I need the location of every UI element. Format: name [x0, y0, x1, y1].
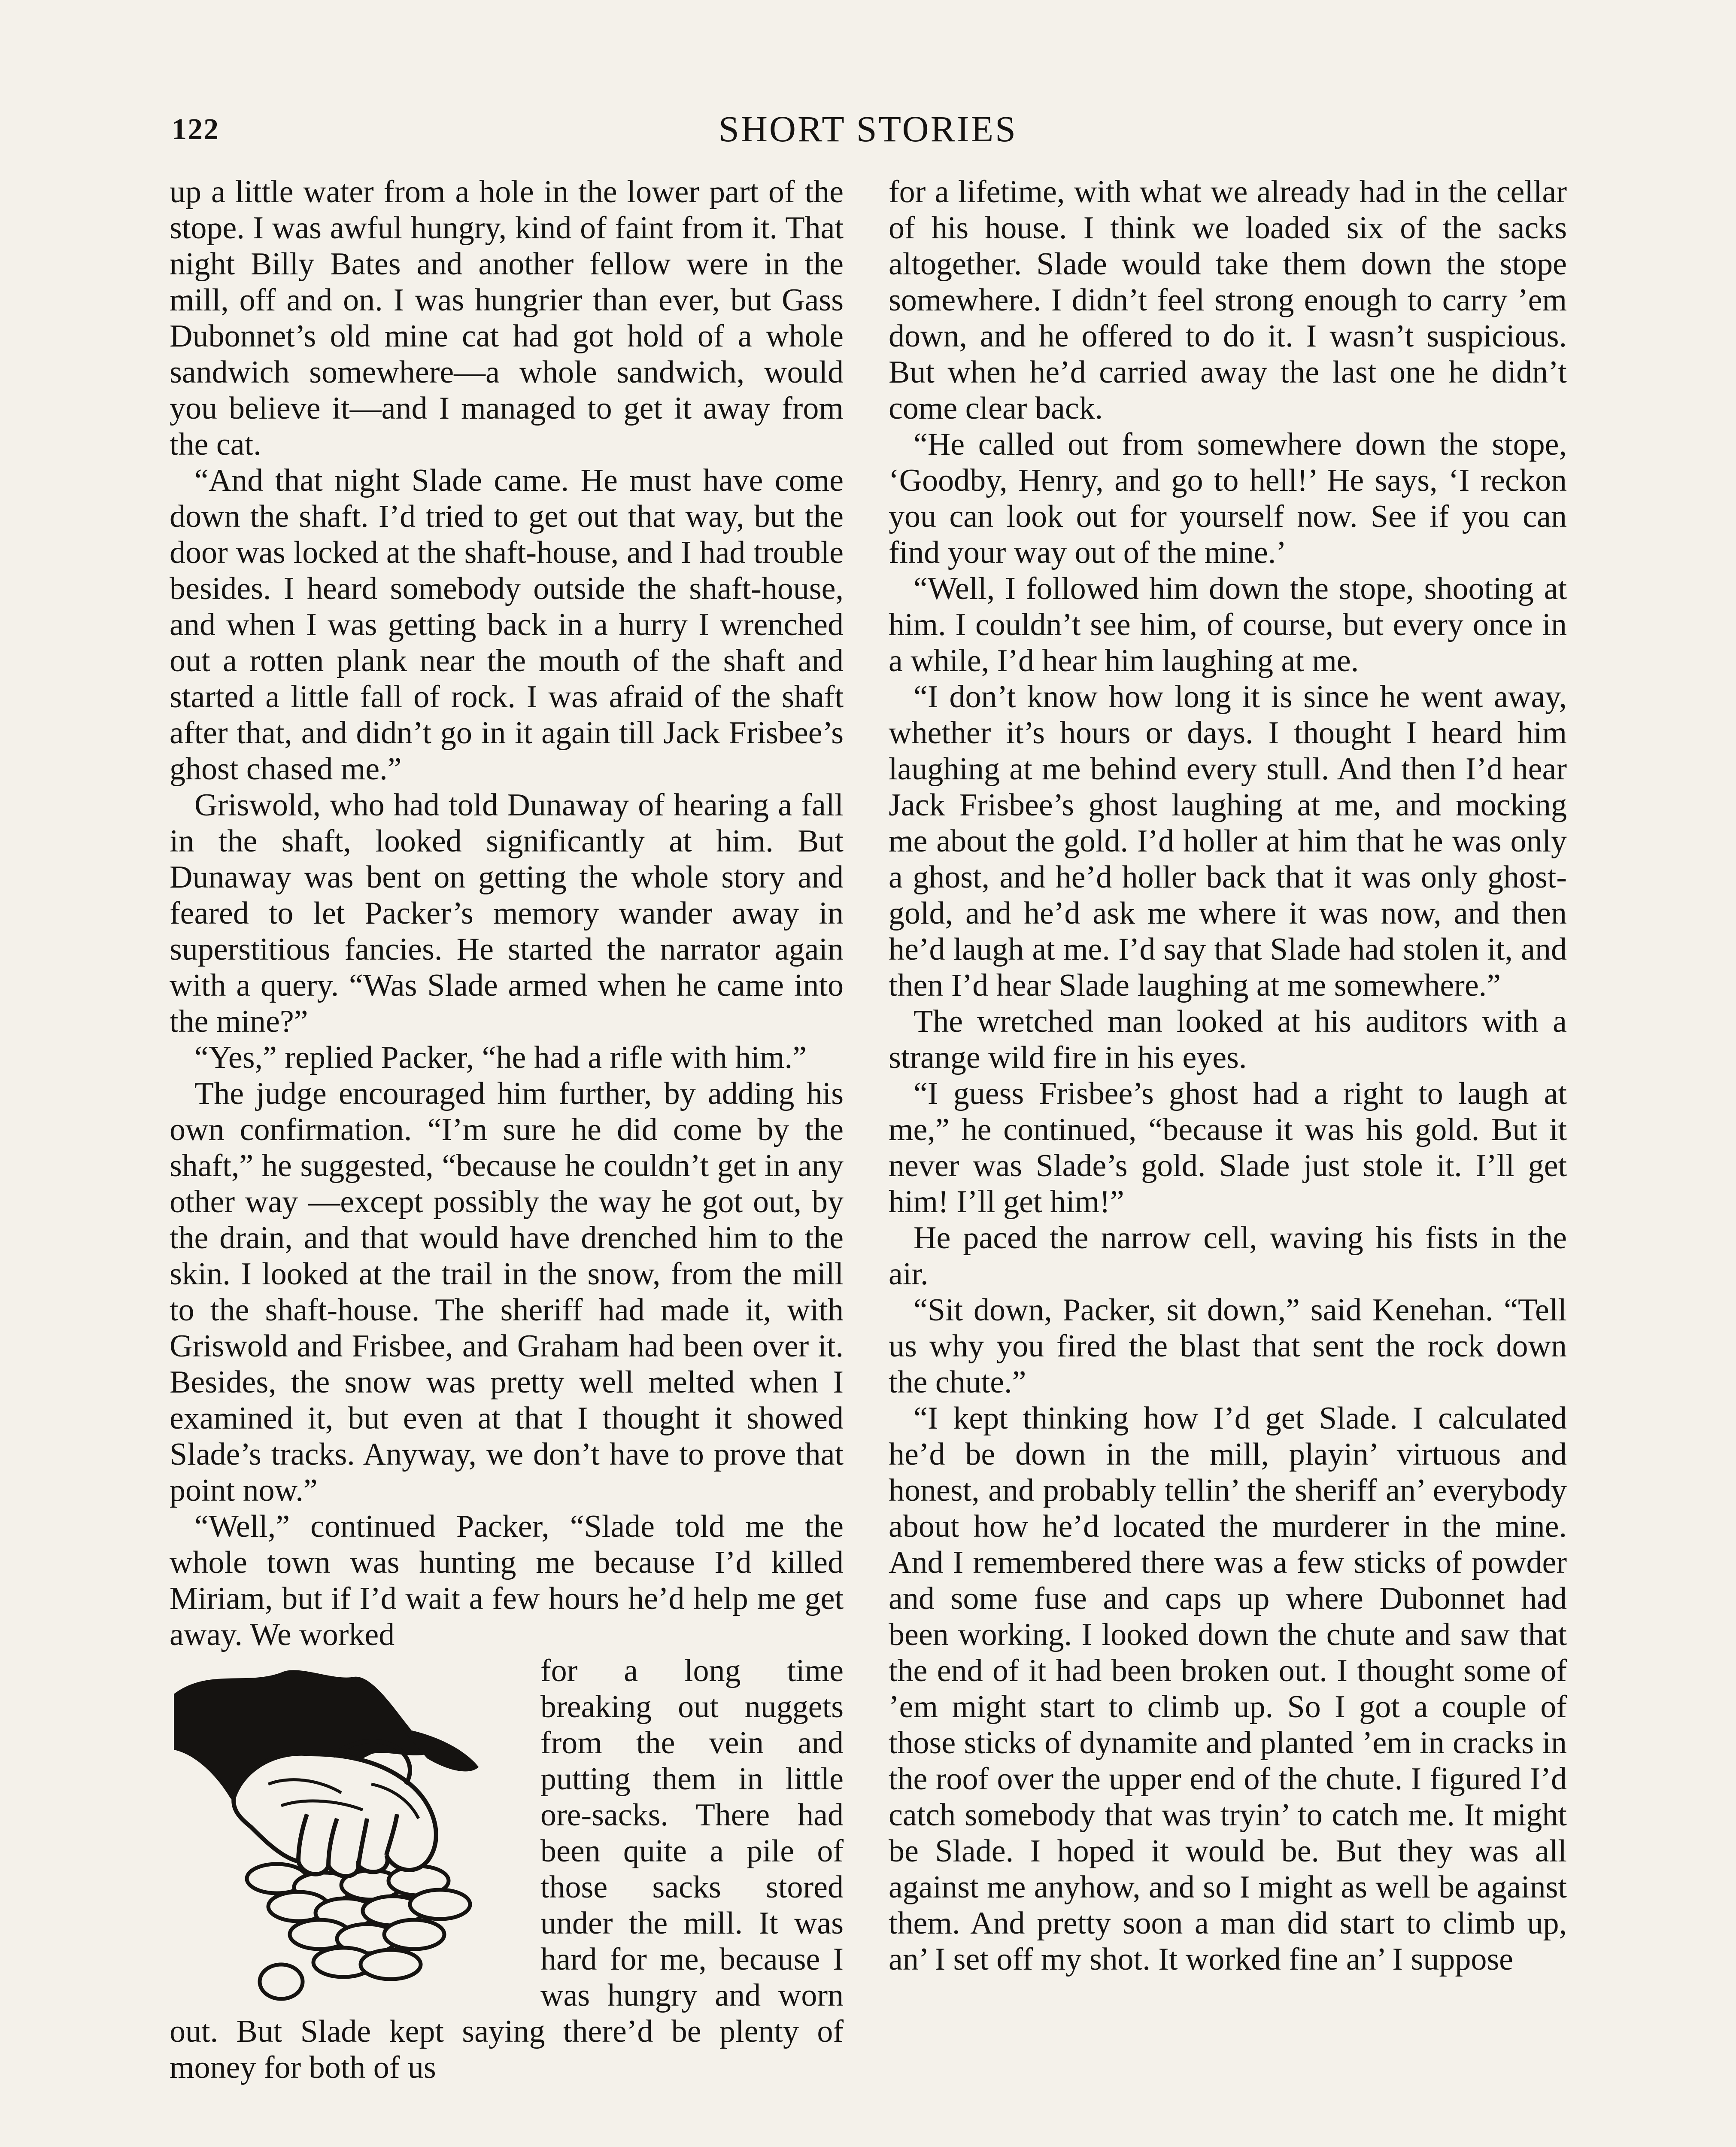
paragraph: “I kept thinking how I’d get Slade. I calculated he’d be down in the mill, playin’ virtuous and honest, and probably tellin’ the sheriff an’ everybody about how he’d located the murderer in the mine. And I remembered there was a few sticks of powder and some fuse and caps up where Dubonnet had been working. I looked down the chute and saw that the end of it had been broken out. I thought some of ’em might start to climb up. So I got a couple of those sticks of dynamite and planted ’em in cracks in the roof over the upper end of the chute. I figured I’d catch somebody that was tryin’ to catch me. It might be Slade. I hoped it would be. But they was all against me anyhow, and so I might as well be against them. And pretty soon a man did start to climb up, an’ I set off my shot. It worked fine an’ I suppose [889, 1401, 1567, 1977]
paragraph: “Yes,” replied Packer, “he had a rifle with him.” [194, 1040, 807, 1075]
paragraph: for a long time breaking out nuggets from the vein and putting them in little ore-sacks. There had been quite a pile of those sacks stored under the mill. It was hard for me, because I was hungry and worn out. But Slade kept saying there’d be plenty of money for both of us [170, 1653, 844, 2085]
running-title: SHORT STORIES [719, 108, 1017, 149]
left-column [170, 174, 844, 2147]
paragraph: for a lifetime, with what we already had in the cellar of his house. I think we loaded six of the sacks altogether. Slade would take them down the stope somewhere. I didn’t feel strong enough to carry ’em down, and he offered to do it. I wasn’t suspicious. But when he’d carried away the last one he didn’t come clear back. [889, 174, 1567, 426]
paragraph: “Well,” continued Packer, “Slade told me the whole town was hunting me because I’d killed Miriam, but if I’d wait a few hours he’d help me get away. We worked [170, 1509, 844, 1652]
paragraph: The judge encouraged him further, by adding his own confirmation. “I’m sure he did come by the shaft,” he suggested, “because he couldn’t get in any other way —except possibly the way he got out, by the drain, and that would have drenched him to the skin. I looked at the trail in the snow, from the mill to the shaft-house. The sheriff had made it, with Griswold and Frisbee, and Graham had been over it. Besides, the snow was pretty well melted when I examined it, but even at that I thought it showed Slade’s tracks. Anyway, we don’t have to prove that point now.” [170, 1076, 844, 1508]
paragraph: Griswold, who had told Dunaway of hearing a fall in the shaft, looked significantly at him. But Dunaway was bent on getting the whole story and feared to let Packer’s memory wander away in superstitious fancies. He started the narrator again with a query. “Was Slade armed when he came into the mine?” [170, 788, 844, 1039]
paragraph: “And that night Slade came. He must have come down the shaft. I’d tried to get out that way, but the door was locked at the shaft-house, and I had trouble besides. I heard somebody outside the shaft-house, and when I was getting back in a hurry I wrenched out a rotten plank near the mouth of the shaft and started a little fall of rock. I was afraid of the shaft after that, and didn’t go in it again till Jack Frisbee’s ghost chased me.” [170, 463, 844, 787]
hand-grasping-coins-icon [170, 1655, 526, 2007]
paragraph: “Well, I followed him down the stope, shooting at him. I couldn’t see him, of course, but every once in a while, I’d hear him laughing at me. [889, 571, 1567, 678]
paragraph: up a little water from a hole in the lower part of the stope. I was awful hungry, kind of faint from it. That night Billy Bates and another fellow were in the mill, off and on. I was hungrier than ever, but Gass Dubonnet’s old mine cat had got hold of a whole sandwich somewhere—a whole sandwich, would you believe it—and I managed to get it away from the cat. [170, 174, 844, 462]
page-number: 122 [172, 113, 219, 146]
paragraph: The wretched man looked at his auditors with a strange wild fire in his eyes. [889, 1004, 1567, 1075]
paragraph: “Sit down, Packer, sit down,” said Kenehan. “Tell us why you fired the blast that sent the rock down the chute.” [889, 1292, 1567, 1400]
paragraph: He paced the narrow cell, waving his fists in the air. [889, 1220, 1567, 1292]
paragraph: “I don’t know how long it is since he went away, whether it’s hours or days. I thought I heard him laughing at me behind every stull. And then I’d hear Jack Frisbee’s ghost laughing at me, and mocking me about the gold. I’d holler at him that he was only a ghost, and he’d holler back that it was only ghost-gold, and he’d ask me where it was now, and then he’d laugh at me. I’d say that Slade had stolen it, and then I’d hear Slade laughing at me somewhere.” [889, 679, 1567, 1003]
right-column [889, 174, 1567, 2147]
paragraph: “He called out from somewhere down the stope, ‘Goodby, Henry, and go to hell!’ He says, ‘I reckon you can look out for yourself now. See if you can find your way out of the mine.’ [889, 427, 1567, 570]
paragraph: “I guess Frisbee’s ghost had a right to laugh at me,” he continued, “because it was his gold. But it never was Slade’s gold. Slade just stole it. I’ll get him! I’ll get him!” [889, 1076, 1567, 1219]
